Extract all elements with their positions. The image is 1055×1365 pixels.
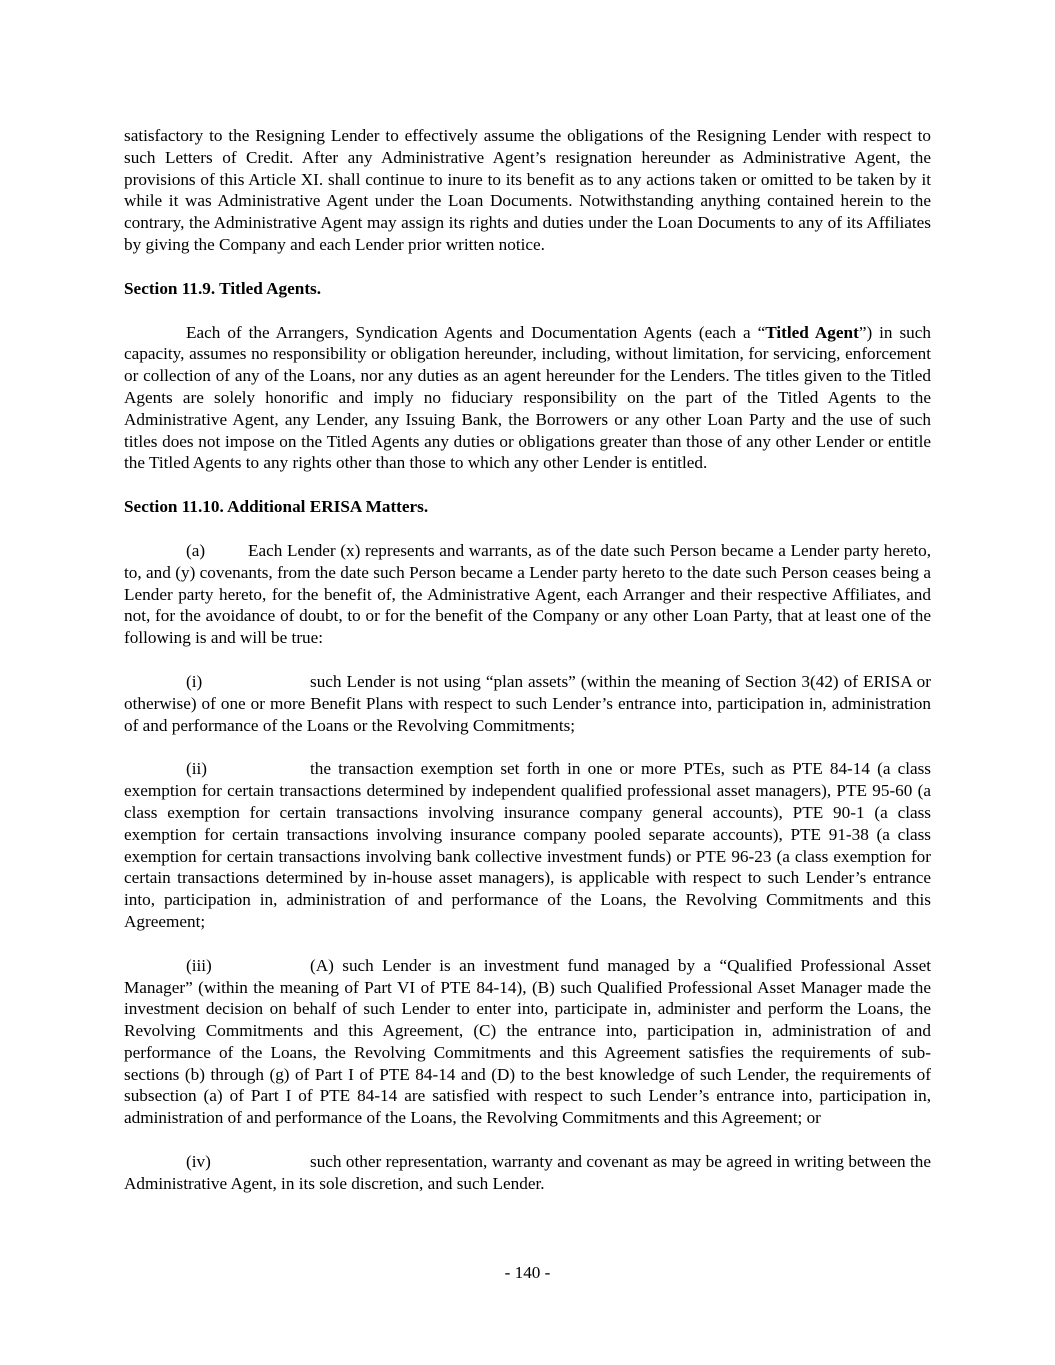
subitem-ii-text: the transaction exemption set forth in one or more PTEs, such as PTE 84-14 (a class exemption for certain transactions determined by independent qualified professional asset managers), PTE 95-60 (a class exemption for certain transactions involving insurance company general accounts), PTE 90-1 (a class exemption for certain transactions involving insurance company pooled separate accounts), PTE 91-38 (a class exemption for certain transactions involving bank collective investment funds) or PTE 96-23 (a class exemption for certain transactions determined by in-house asset managers), is applicable with respect to such Lender’s entrance into, participation in, administration of and performance of the Loans, the Revolving Commitments and this Agreement; [124, 759, 931, 931]
subitem-ii-paragraph [124, 758, 931, 932]
subitem-ii-number: (ii) [186, 759, 207, 779]
document-page [124, 125, 931, 1217]
titled-agent-term: Titled Agent [765, 322, 859, 342]
subitem-iv-number: (iv) [186, 1152, 211, 1172]
section-11-10-heading: Section 11.10. Additional ERISA Matters. [124, 497, 429, 517]
subitem-iii-paragraph [124, 955, 931, 1129]
item-a-text: Each Lender (x) represents and warrants, as of the date such Person became a Lender party hereto, to, and (y) covenants, from the date such Person became a Lender party hereto to the date such Person ceases being a Lender party hereto, for the benefit of, the Administrative Agent, each Arranger and their respective Affiliates, and not, for the avoidance of doubt, to or for the benefit of the Company or any other Loan Party, that at least one of the following is and will be true: [124, 540, 931, 648]
subitem-i-text: such Lender is not using “plan assets” (within the meaning of Section 3(42) of ERISA or otherwise) of one or more Benefit Plans with respect to such Lender’s entrance into, participation in, administration of and performance of the Loans or the Revolving Commitments; [124, 671, 931, 735]
page-number: - 140 - [504, 1263, 551, 1282]
subitem-iv-paragraph [124, 1151, 931, 1195]
subitem-iv-text: such other representation, warranty and covenant as may be agreed in writing between the Administrative Agent, in its sole discretion, and such Lender. [124, 1152, 931, 1193]
section-11-9-text-after: ”) in such capacity, assumes no responsibility or obligation hereunder, including, without limitation, for servicing, enforcement or collection of any of the Loans, nor any duties as an agent hereunder for the Lenders. The titles given to the Titled Agents are solely honorific and imply no fiduciary responsibility on the part of the Titled Agents to the Administrative Agent, any Lender, any Issuing Bank, the Borrowers or any other Loan Party and the use of such titles does not impose on the Titled Agents any duties or obligations greater than those of any other Lender or entitle the Titled Agents to any rights other than those to which any other Lender is entitled. [124, 322, 931, 473]
subitem-iii-text: (A) such Lender is an investment fund managed by a “Qualified Professional Asset Manager” (within the meaning of Part VI of PTE 84-14), (B) such Qualified Professional Asset Manager made the investment decision on behalf of such Lender to enter into, participate in, administer and perform the Loans, the Revolving Commitments and this Agreement, (C) the entrance into, participation in, administration of and performance of the Loans, the Revolving Commitments and this Agreement satisfies the requirements of sub-sections (b) through (g) of Part I of PTE 84-14 and (D) to the best knowledge of such Lender, the requirements of subsection (a) of Part I of PTE 84-14 are satisfied with respect to such Lender’s entrance into, participation in, administration of and performance of the Loans, the Revolving Commitments and this Agreement; or [124, 955, 931, 1128]
item-a-number: (a) [186, 540, 206, 560]
subitem-iii-number: (iii) [186, 955, 212, 975]
item-a-paragraph [124, 540, 931, 649]
section-11-9-text-before: Each of the Arrangers, Syndication Agents and Documentation Agents (each a “ [186, 322, 766, 342]
intro-paragraph: satisfactory to the Resigning Lender to effectively assume the obligations of the Resigning Lender with respect to such Letters of Credit. After any Administrative Agent’s resignation hereunder as Administrative Agent, the provisions of this Article XI. shall continue to inure to its benefit as to any actions taken or omitted to be taken by it while it was Administrative Agent under the Loan Documents. Notwithstanding anything contained herein to the contrary, the Administrative Agent may assign its rights and duties under the Loan Documents to any of its Affiliates by giving the Company and each Lender prior written notice. [124, 126, 931, 254]
subitem-i-number: (i) [186, 671, 203, 691]
section-11-9-paragraph [124, 322, 931, 475]
subitem-i-paragraph [124, 671, 931, 736]
section-11-9-heading: Section 11.9. Titled Agents. [124, 278, 322, 298]
